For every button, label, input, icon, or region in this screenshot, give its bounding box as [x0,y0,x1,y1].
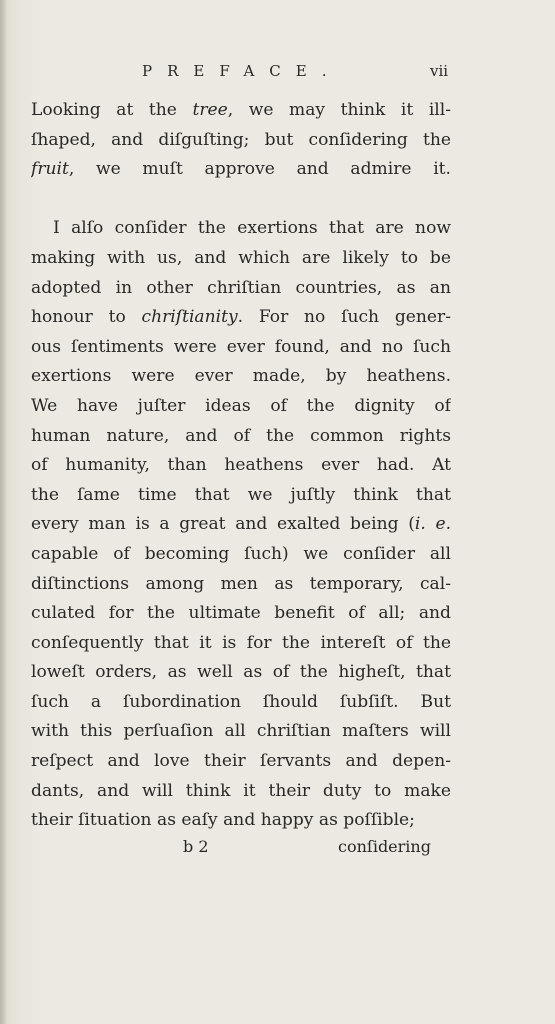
text-line [31,451,451,481]
text-run: ſuch a ſubordination ſhould ſubſiſt. But [31,691,451,712]
running-head: PREFACE. [142,62,342,80]
text-run: with this perſuaſion all chriſtian maſters will [31,721,451,742]
body-text [31,96,451,836]
text-line [31,540,451,570]
text-run: making with us, and which are likely to be [31,247,451,268]
text-run: conſequently that it is for the intereſt of the [31,632,451,653]
text-run: ſhaped, and diſguſting; but conſidering the [31,129,451,150]
text-run: ous ſentiments were ever found, and no ſuch [31,336,451,357]
text-line [31,806,451,836]
text-line [31,747,451,777]
text-line [31,392,451,422]
italic-text: tree [192,100,228,120]
text-line [31,274,451,304]
text-run: the ſame time that we juſtly think that [31,484,451,505]
paragraph-gap [31,185,451,215]
signature-mark: b 2 [183,837,209,856]
text-line [31,333,451,363]
page-footer [0,837,555,861]
text-run: loweſt orders, as well as of the higheſt, that [31,662,451,683]
page-number: vii [430,62,449,80]
text-line [31,126,451,156]
text-run: . For no ſuch gener- [237,307,451,328]
text-run: culated for the ultimate benefit of all; and [31,603,451,624]
text-run: We have juſter ideas of the dignity of [31,395,451,416]
catchword: conſidering [338,837,431,856]
text-line [31,422,451,452]
text-line [31,303,451,333]
text-line [31,244,451,274]
text-line [31,481,451,511]
italic-text: fruit [31,159,69,180]
text-run: I alſo conſider the exertions that are now [53,218,451,239]
text-line [31,658,451,688]
text-line [31,777,451,807]
page-header [0,62,555,84]
text-run: capable of becoming ſuch) we conſider all [31,543,451,564]
text-line [31,717,451,747]
text-line [31,155,451,185]
text-run: , we muſt approve and admire it. [68,159,451,180]
text-run: their ſituation as eaſy and happy as poſſible; [31,810,415,831]
text-run: of humanity, than heathens ever had. At [31,455,451,476]
text-line [31,362,451,392]
text-line [31,688,451,718]
italic-text: i. e. [414,514,451,535]
text-run: dants, and will think it their duty to make [31,780,451,801]
text-line [31,629,451,659]
page-edge [0,0,6,1024]
text-run: adopted in other chriſtian countries, as an [31,277,451,298]
text-run: exertions were ever made, by heathens. [31,366,451,387]
text-line [31,214,451,244]
text-line [31,96,451,126]
text-run: honour to [31,307,142,328]
text-run: every man is a great and exalted being ( [31,514,415,535]
text-run: Looking at the [31,100,193,120]
text-line [31,570,451,600]
text-run: reſpect and love their ſervants and depen- [31,751,451,772]
text-line [31,599,451,629]
text-line [31,510,451,540]
italic-text: chriſtianity [141,307,238,328]
text-run: , we may think it ill- [227,100,451,120]
text-run: diſtinctions among men as temporary, cal- [31,573,451,594]
text-run: human nature, and of the common rights [31,425,451,446]
